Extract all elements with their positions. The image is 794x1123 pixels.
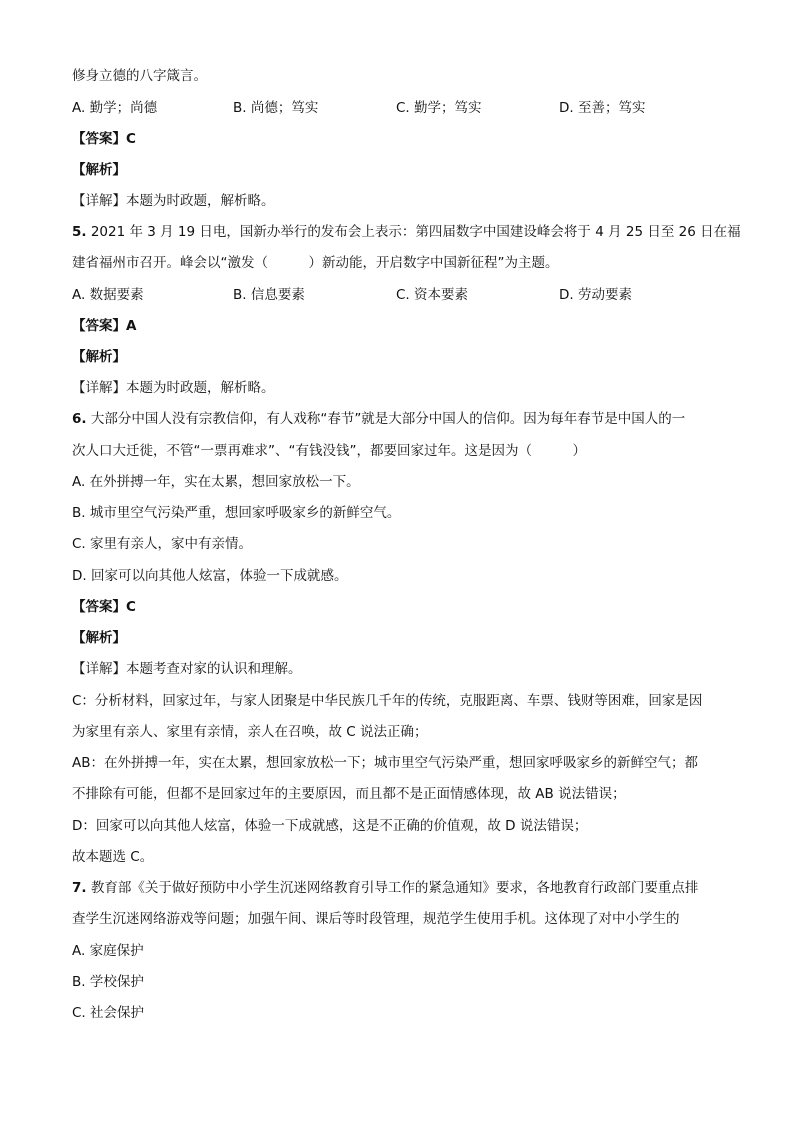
q5-option-a: A. 数据要素: [72, 287, 144, 303]
q6-detail: 【详解】本题考查对家的认识和理解。: [72, 661, 302, 677]
q6-option-a: A. 在外拼搏一年，实在太累，想回家放松一下。: [72, 474, 360, 490]
q4-options: [72, 98, 732, 118]
q7-stem-line1: [72, 878, 722, 898]
q5-option-d: D. 劳动要素: [559, 287, 632, 303]
q4-answer: 【答案】C: [72, 131, 136, 147]
q7-stem-text: 教育部《关于做好预防中小学生沉迷网络教育引导工作的紧急通知》要求，各地教育行政部门要重点排: [86, 880, 699, 896]
q5-detail: 【详解】本题为时政题，解析略。: [72, 380, 275, 396]
q6-explain-c-line1: C：分析材料，回家过年，与家人团聚是中华民族几千年的传统，克服距离、车票、钱财等困难，回家是因: [72, 693, 703, 709]
q4-option-b: B. 尚德；笃实: [233, 100, 319, 116]
q6-explain-d: D：回家可以向其他人炫富，体验一下成就感，这是不正确的价值观，故 D 说法错误；: [72, 818, 588, 834]
q5-answer: 【答案】A: [72, 318, 137, 334]
q7-number: 7.: [72, 880, 87, 896]
q6-conclusion: 故本题选 C。: [72, 849, 154, 865]
q5-stem-line2: 建省福州市召开。峰会以“激发（ ）新动能，开启数字中国新征程”为主题。: [72, 255, 559, 271]
q6-number: 6.: [72, 411, 87, 427]
q7-option-b: B. 学校保护: [72, 974, 144, 990]
q6-option-b: B. 城市里空气污染严重，想回家呼吸家乡的新鲜空气。: [72, 505, 401, 521]
q5-number: 5.: [72, 224, 87, 240]
q4-detail: 【详解】本题为时政题，解析略。: [72, 193, 275, 209]
q5-analysis-label: 【解析】: [72, 349, 126, 365]
q6-answer: 【答案】C: [72, 599, 136, 615]
q4-analysis-label: 【解析】: [72, 162, 126, 178]
q5-option-c: C. 资本要素: [396, 287, 469, 303]
q6-stem-text: 大部分中国人没有宗教信仰，有人戏称“春节”就是大部分中国人的信仰。因为每年春节是中国人的一: [86, 411, 686, 427]
q5-option-b: B. 信息要素: [233, 287, 305, 303]
q6-explain-c-line2: 为家里有亲人、家里有亲情，亲人在召唤，故 C 说法正确；: [72, 724, 428, 740]
q6-option-c: C. 家里有亲人，家中有亲情。: [72, 536, 253, 552]
q6-explain-ab-line1: AB：在外拼搏一年，实在太累，想回家放松一下；城市里空气污染严重，想回家呼吸家乡的新鲜空气；都: [72, 755, 698, 771]
q5-stem-text: 2021 年 3 月 19 日电，国新办举行的发布会上表示：第四届数字中国建设峰会将于 4 月 25 日至 26 日在福: [86, 224, 741, 240]
q6-explain-ab-line2: 不排除有可能，但都不是回家过年的主要原因，而且都不是正面情感体现，故 AB 说法错误；: [72, 786, 626, 802]
q4-option-d: D. 至善；笃实: [559, 100, 646, 116]
q7-stem-line2: 查学生沉迷网络游戏等问题；加强午间、课后等时段管理，规范学生使用手机。这体现了对中小学生的: [72, 911, 680, 927]
q7-option-a: A. 家庭保护: [72, 943, 144, 959]
q5-stem-line1: [72, 222, 741, 242]
q4-option-a: A. 勤学；尚德: [72, 100, 158, 116]
q6-option-d: D. 回家可以向其他人炫富，体验一下成就感。: [72, 568, 348, 584]
q7-option-c: C. 社会保护: [72, 1005, 145, 1021]
q6-analysis-label: 【解析】: [72, 630, 126, 646]
q4-stem-tail: 修身立德的八字箴言。: [72, 68, 207, 84]
q6-stem-line2: 次人口大迁徙，不管“一票再难求”、“有钱没钱”，都要回家过年。这是因为（ ）: [72, 443, 586, 459]
q4-option-c: C. 勤学；笃实: [396, 100, 482, 116]
q6-stem-line1: [72, 409, 722, 429]
q5-options: [72, 285, 732, 305]
